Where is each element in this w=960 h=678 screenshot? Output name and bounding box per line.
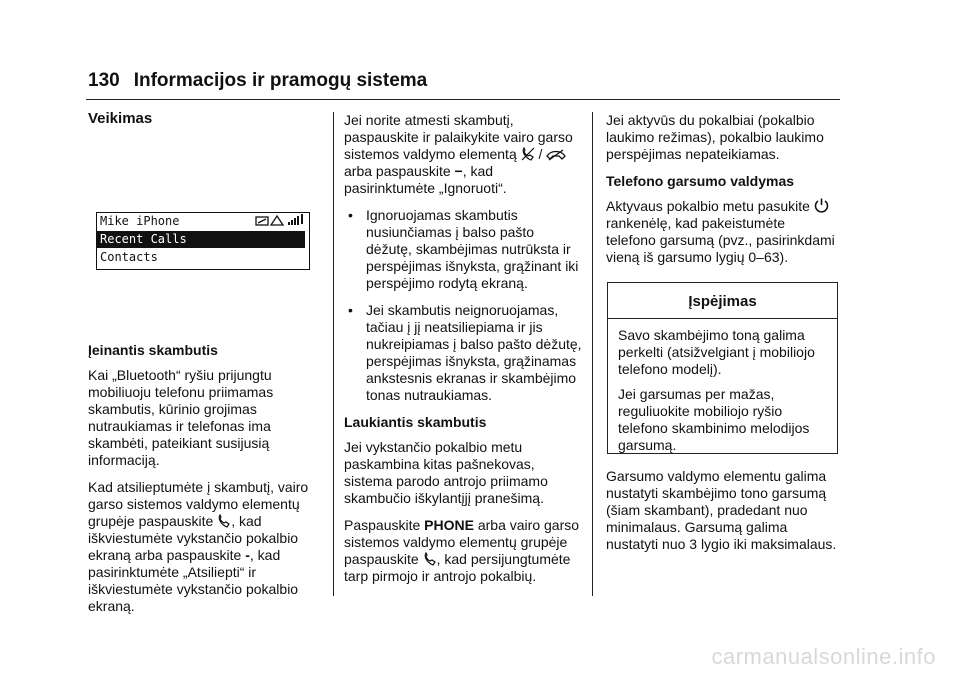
status-icons [255,214,303,232]
paragraph-reject: Jei norite atmesti skambutį, paspauskite ir palaikykite vairo garso sistemos valdymo elementą / arba paspauskite −, kad pasirinktumėte „Ignoruoti“. [344,112,573,196]
page-title: Informacijos ir pramogų sistema [133,70,428,91]
column-2 [344,112,582,595]
section-heading: Veikimas [88,110,153,127]
paragraph-answer: Kad atsilieptumėte į skambutį, vairo garso sistemos valdymo elementų grupėje paspauskite , kad iškviestumėte vykstančio pokalbio ekraną arba paspauskite -, kad pasirinktumėte „Atsiliepti“ ir iškviestumėte vykstančio pokalbio ekraną. [88,479,309,614]
hang-up-icon [546,149,566,161]
column-3 [606,112,838,276]
warning-box [607,282,838,454]
paragraph: Garsumo valdymo elementu galima nustatyti skambėjimo tono garsumą (šiam skambant), pradedant nuo minimalaus. Garsumą galima nustatyti nuo 3 lygio iki maksimalaus. [606,468,837,552]
page-number: 130 [88,70,120,91]
watermark: carmanualsonline.info [711,644,936,669]
screen-title-row [97,213,309,230]
subheading-phone-volume: Telefono garsumo valdymas [606,173,795,189]
warning-paragraph: Savo skambėjimo toną galima perkelti (atsižvelgiant į mobiliojo telefono modelį). [618,327,815,377]
mute-handset-icon [521,147,535,161]
paragraph: Kai „Bluetooth“ ryšiu prijungtu mobiliuoju telefonu priimamas skambutis, kūrinio grojimas nutraukiamas ir telefonas ima skambėti, pateikiant susijusią informaciją. [88,367,274,468]
screen-title: Mike iPhone [100,214,180,228]
column-1-body [88,342,320,625]
phone-status-icons [255,214,303,227]
list-item: • Jei skambutis neignoruojamas, tačiau į jį neatsiliepiama ir jis nukreipiamas į balso pašto dėžutę, perspėjimas išnyksta, grąžinamas ankstesnis ekranas ir skambėjimo tonas nutraukiamas. [348,302,582,403]
minus-key: - [245,547,250,563]
paragraph: Jei vykstančio pokalbio metu paskambina kitas pašnekovas, sistema parodo antrojo priimamo skambučio iškylantįjį pranešimą. [344,439,548,506]
phone-key-label: PHONE [424,517,474,533]
warning-title: Įspėjimas [608,283,837,319]
paragraph-volume: Aktyvaus pokalbio metu pasukite rankenėlę, kad pakeistumėte telefono garsumą (pvz., pasirinkdami vieną iš garsumo lygių 0–63). [606,198,835,265]
column-3-bottom [606,468,838,563]
phone-screen-illustration [96,212,310,270]
list-item: • Ignoruojamas skambutis nusiunčiamas į balso pašto dėžutę, skambėjimas nutrūksta ir perspėjimas išnyksta, grąžinant iki perspėjimo rodytą ekraną. [348,207,579,291]
screen-menu-item: Contacts [100,250,158,264]
subheading-call-waiting: Laukiantis skambutis [344,414,487,430]
paragraph: Jei aktyvūs du pokalbiai (pokalbio laukimo režimas), pokalbio laukimo perspėjimas nepateikiamas. [606,112,824,162]
page-header [88,70,427,92]
header-rule [86,99,840,100]
warning-paragraph: Jei garsumas per mažas, reguliuokite mobiliojo ryšio telefono skambinimo melodijos garsumą. [618,386,810,453]
phone-handset-icon [423,552,437,566]
column-divider-2 [592,112,593,596]
phone-handset-icon [217,514,231,528]
screen-menu-item-selected: Recent Calls [97,231,305,248]
column-divider-1 [333,112,334,596]
column-1 [88,110,318,135]
minus-key: − [454,163,463,179]
paragraph-phone-key: Paspauskite PHONE arba vairo garso sistemos valdymo elementų grupėje paspauskite , kad persijungtumėte tarp pirmojo ir antrojo pokalbių. [344,517,580,584]
subheading-incoming-call: Įeinantis skambutis [88,342,218,358]
alert-triangle-icon [271,216,283,225]
warning-body [608,319,837,470]
signal-bars-icon [288,214,303,225]
power-knob-icon [814,198,829,213]
